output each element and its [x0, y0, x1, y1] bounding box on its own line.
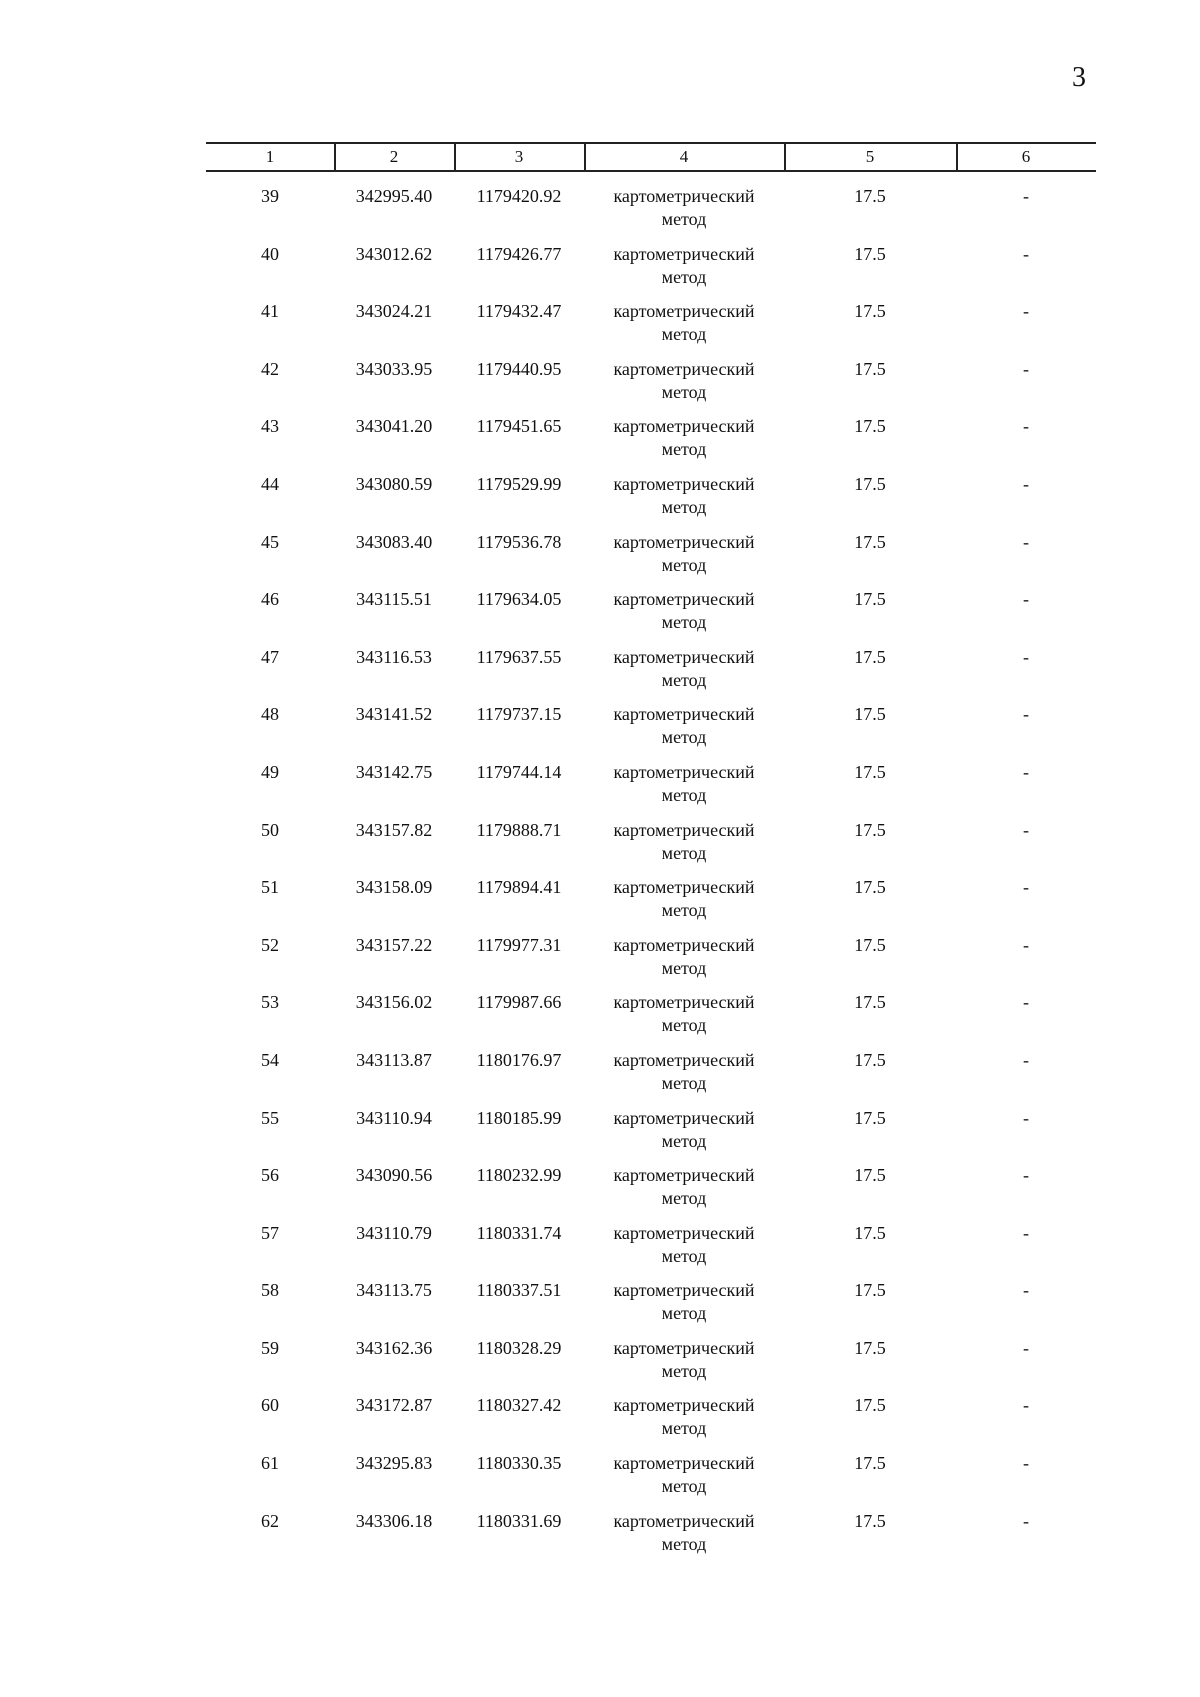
- coordinate-y: 1179737.15: [476, 704, 562, 725]
- note-value: -: [1023, 819, 1029, 840]
- note-value: -: [1023, 1453, 1029, 1474]
- method-line-1: картометрический: [613, 1337, 755, 1358]
- coordinate-x: 343158.09: [355, 877, 433, 898]
- coordinate-x: 342995.40: [355, 186, 433, 206]
- coordinate-x: 343110.94: [356, 1107, 432, 1128]
- coordinate-y: 1179440.95: [476, 358, 562, 379]
- method-line-1: картометрический: [613, 1280, 755, 1301]
- point-number: 55: [261, 1107, 279, 1128]
- method-line-1: картометрический: [613, 761, 755, 782]
- coordinate-y: 1180176.97: [476, 1049, 562, 1070]
- note-value: -: [1023, 243, 1029, 264]
- note-value: -: [1023, 761, 1029, 782]
- coordinate-x: 343024.21: [355, 301, 433, 322]
- point-number: 58: [261, 1280, 279, 1301]
- method-line-2: метод: [661, 784, 707, 805]
- point-number: 44: [261, 473, 279, 494]
- column-header-1: 1: [265, 147, 275, 166]
- table-row: [206, 1222, 1096, 1280]
- method-line-2: метод: [661, 266, 707, 287]
- table-row: [206, 300, 1096, 358]
- column-header-4: 4: [679, 147, 689, 166]
- coordinate-x: 343295.83: [355, 1453, 433, 1474]
- method-cell: [584, 1337, 784, 1383]
- coordinate-x: 343157.22: [355, 934, 433, 955]
- coordinate-y: 1180330.35: [476, 1453, 562, 1474]
- note-value: -: [1023, 1510, 1029, 1531]
- method-cell: [584, 243, 784, 289]
- method-line-2: метод: [661, 900, 707, 921]
- note-value: -: [1023, 416, 1029, 437]
- coordinate-y: 1180185.99: [476, 1107, 562, 1128]
- accuracy-value: 17.5: [854, 819, 886, 840]
- method-cell: [584, 703, 784, 749]
- method-line-2: метод: [661, 1418, 707, 1439]
- table-row: [206, 934, 1096, 992]
- method-cell: [584, 1107, 784, 1153]
- method-line-2: метод: [661, 1476, 707, 1497]
- method-line-1: картометрический: [613, 473, 755, 494]
- method-line-2: метод: [661, 957, 707, 978]
- note-value: -: [1023, 473, 1029, 494]
- point-number: 46: [261, 589, 279, 610]
- table-row: [206, 243, 1096, 301]
- method-cell: [584, 1510, 784, 1556]
- accuracy-value: 17.5: [854, 877, 886, 898]
- table-row: [206, 1107, 1096, 1165]
- point-number: 53: [261, 992, 279, 1013]
- coordinate-x: 343172.87: [355, 1395, 433, 1416]
- table-row: [206, 819, 1096, 877]
- table-row: [206, 646, 1096, 704]
- note-value: -: [1023, 589, 1029, 610]
- coordinate-x: 343116.53: [356, 646, 432, 667]
- accuracy-value: 17.5: [854, 646, 886, 667]
- method-line-1: картометрический: [613, 704, 755, 725]
- accuracy-value: 17.5: [854, 992, 886, 1013]
- method-line-2: метод: [661, 554, 707, 575]
- table-row: [206, 473, 1096, 531]
- method-line-2: метод: [661, 1072, 707, 1093]
- method-line-2: метод: [661, 439, 707, 460]
- method-cell: [584, 300, 784, 346]
- method-cell: [584, 531, 784, 577]
- method-line-1: картометрический: [613, 186, 755, 206]
- coordinate-y: 1179536.78: [476, 531, 562, 552]
- coordinate-y: 1179634.05: [476, 589, 562, 610]
- note-value: -: [1023, 358, 1029, 379]
- point-number: 52: [261, 934, 279, 955]
- column-header-5: 5: [865, 147, 875, 166]
- method-cell: [584, 358, 784, 404]
- method-line-1: картометрический: [613, 1453, 755, 1474]
- method-cell: [584, 876, 784, 922]
- point-number: 57: [261, 1222, 279, 1243]
- method-line-1: картометрический: [613, 531, 755, 552]
- method-cell: [584, 1049, 784, 1095]
- column-header-2: 2: [389, 147, 399, 166]
- method-cell: [584, 588, 784, 634]
- method-line-2: метод: [661, 612, 707, 633]
- coordinate-y: 1180331.69: [476, 1510, 562, 1531]
- point-number: 48: [261, 704, 279, 725]
- accuracy-value: 17.5: [854, 1165, 886, 1186]
- note-value: -: [1023, 877, 1029, 898]
- coordinate-x: 343156.02: [355, 992, 433, 1013]
- note-value: -: [1023, 1222, 1029, 1243]
- coordinate-y: 1180331.74: [476, 1222, 562, 1243]
- method-line-1: картометрический: [613, 416, 755, 437]
- accuracy-value: 17.5: [854, 1395, 886, 1416]
- coordinate-x: 343090.56: [355, 1165, 433, 1186]
- coordinate-x: 343012.62: [355, 243, 433, 264]
- accuracy-value: 17.5: [854, 416, 886, 437]
- method-cell: [584, 646, 784, 692]
- table-row: [206, 1337, 1096, 1395]
- method-line-2: метод: [661, 669, 707, 690]
- table-row: [206, 876, 1096, 934]
- method-line-1: картометрический: [613, 1165, 755, 1186]
- accuracy-value: 17.5: [854, 358, 886, 379]
- coordinate-y: 1180232.99: [476, 1165, 562, 1186]
- note-value: -: [1023, 1280, 1029, 1301]
- coordinate-x: 343083.40: [355, 531, 433, 552]
- note-value: -: [1023, 1165, 1029, 1186]
- note-value: -: [1023, 301, 1029, 322]
- method-line-2: метод: [661, 842, 707, 863]
- table-row: [206, 358, 1096, 416]
- method-cell: [584, 1394, 784, 1440]
- coordinate-x: 343115.51: [356, 589, 432, 610]
- column-header-6: 6: [1021, 147, 1031, 166]
- table-body: [206, 185, 1096, 1567]
- coordinate-y: 1179451.65: [476, 416, 562, 437]
- coordinate-x: 343113.75: [356, 1280, 432, 1301]
- point-number: 42: [261, 358, 279, 379]
- note-value: -: [1023, 1395, 1029, 1416]
- accuracy-value: 17.5: [854, 1337, 886, 1358]
- note-value: -: [1023, 934, 1029, 955]
- coordinate-y: 1179529.99: [476, 473, 562, 494]
- accuracy-value: 17.5: [854, 934, 886, 955]
- accuracy-value: 17.5: [854, 1280, 886, 1301]
- method-line-1: картометрический: [613, 819, 755, 840]
- point-number: 40: [261, 243, 279, 264]
- coordinate-y: 1179987.66: [476, 992, 562, 1013]
- note-value: -: [1023, 186, 1029, 206]
- coordinate-x: 343306.18: [355, 1510, 433, 1531]
- note-value: -: [1023, 531, 1029, 552]
- point-number: 47: [261, 646, 279, 667]
- coordinate-y: 1180327.42: [476, 1395, 562, 1416]
- page-number: 3: [1072, 62, 1086, 93]
- table-row: [206, 1164, 1096, 1222]
- method-line-1: картометрический: [613, 1510, 755, 1531]
- table-row: [206, 1452, 1096, 1510]
- coordinate-x: 343142.75: [355, 761, 433, 782]
- point-number: 54: [261, 1049, 279, 1070]
- coordinate-x: 343141.52: [355, 704, 433, 725]
- coordinate-y: 1179744.14: [476, 761, 562, 782]
- table-row: [206, 1510, 1096, 1568]
- coordinate-x: 343113.87: [356, 1049, 432, 1070]
- point-number: 60: [261, 1395, 279, 1416]
- method-line-1: картометрический: [613, 1049, 755, 1070]
- method-cell: [584, 761, 784, 807]
- accuracy-value: 17.5: [854, 761, 886, 782]
- note-value: -: [1023, 646, 1029, 667]
- accuracy-value: 17.5: [854, 1107, 886, 1128]
- coordinate-y: 1179432.47: [476, 301, 562, 322]
- table-row: [206, 703, 1096, 761]
- coordinate-x: 343080.59: [355, 473, 433, 494]
- note-value: -: [1023, 704, 1029, 725]
- point-number: 45: [261, 531, 279, 552]
- note-value: -: [1023, 1337, 1029, 1358]
- method-line-1: картометрический: [613, 1395, 755, 1416]
- method-line-1: картометрический: [613, 992, 755, 1013]
- point-number: 51: [261, 877, 279, 898]
- method-line-1: картометрический: [613, 1222, 755, 1243]
- point-number: 43: [261, 416, 279, 437]
- table-row: [206, 185, 1096, 243]
- note-value: -: [1023, 1049, 1029, 1070]
- table-header-row: [206, 142, 1096, 172]
- method-line-2: метод: [661, 324, 707, 345]
- method-line-2: метод: [661, 1533, 707, 1554]
- method-line-2: метод: [661, 1188, 707, 1209]
- accuracy-value: 17.5: [854, 1510, 886, 1531]
- table-row: [206, 1394, 1096, 1452]
- table-row: [206, 991, 1096, 1049]
- method-line-2: метод: [661, 1130, 707, 1151]
- table-row: [206, 415, 1096, 473]
- coordinate-y: 1179894.41: [476, 877, 562, 898]
- method-line-1: картометрический: [613, 358, 755, 379]
- point-number: 61: [261, 1453, 279, 1474]
- method-line-1: картометрический: [613, 1107, 755, 1128]
- accuracy-value: 17.5: [854, 301, 886, 322]
- method-cell: [584, 934, 784, 980]
- method-cell: [584, 473, 784, 519]
- coordinate-y: 1180337.51: [476, 1280, 562, 1301]
- method-line-1: картометрический: [613, 934, 755, 955]
- coordinate-x: 343041.20: [355, 416, 433, 437]
- accuracy-value: 17.5: [854, 531, 886, 552]
- method-cell: [584, 415, 784, 461]
- coordinate-y: 1179637.55: [476, 646, 562, 667]
- method-line-1: картометрический: [613, 301, 755, 322]
- accuracy-value: 17.5: [854, 243, 886, 264]
- method-line-2: метод: [661, 1015, 707, 1036]
- coordinate-y: 1179977.31: [476, 934, 562, 955]
- point-number: 56: [261, 1165, 279, 1186]
- point-number: 41: [261, 301, 279, 322]
- coordinate-x: 343033.95: [355, 358, 433, 379]
- method-line-2: метод: [661, 727, 707, 748]
- table-row: [206, 1049, 1096, 1107]
- coordinate-x: 343157.82: [355, 819, 433, 840]
- note-value: -: [1023, 1107, 1029, 1128]
- method-line-1: картометрический: [613, 646, 755, 667]
- note-value: -: [1023, 992, 1029, 1013]
- method-line-2: метод: [661, 1360, 707, 1381]
- accuracy-value: 17.5: [854, 589, 886, 610]
- accuracy-value: 17.5: [854, 186, 886, 206]
- method-line-2: метод: [661, 496, 707, 517]
- accuracy-value: 17.5: [854, 473, 886, 494]
- accuracy-value: 17.5: [854, 1453, 886, 1474]
- method-line-1: картометрический: [613, 877, 755, 898]
- method-cell: [584, 1222, 784, 1268]
- coordinate-x: 343162.36: [355, 1337, 433, 1358]
- accuracy-value: 17.5: [854, 704, 886, 725]
- method-line-1: картометрический: [613, 589, 755, 610]
- coordinate-x: 343110.79: [356, 1222, 432, 1243]
- coordinate-y: 1180328.29: [476, 1337, 562, 1358]
- method-cell: [584, 991, 784, 1037]
- method-cell: [584, 1452, 784, 1498]
- method-cell: [584, 819, 784, 865]
- method-line-2: метод: [661, 209, 707, 229]
- table-row: [206, 761, 1096, 819]
- point-number: 59: [261, 1337, 279, 1358]
- point-number: 50: [261, 819, 279, 840]
- method-line-2: метод: [661, 1245, 707, 1266]
- point-number: 49: [261, 761, 279, 782]
- table-row: [206, 531, 1096, 589]
- method-line-2: метод: [661, 1303, 707, 1324]
- coordinate-y: 1179426.77: [476, 243, 562, 264]
- point-number: 39: [261, 186, 279, 206]
- coordinate-y: 1179888.71: [476, 819, 562, 840]
- table-row: [206, 1279, 1096, 1337]
- coordinate-y: 1179420.92: [476, 186, 562, 206]
- method-cell: [584, 185, 784, 231]
- method-line-2: метод: [661, 381, 707, 402]
- accuracy-value: 17.5: [854, 1049, 886, 1070]
- point-number: 62: [261, 1510, 279, 1531]
- method-line-1: картометрический: [613, 243, 755, 264]
- column-header-3: 3: [514, 147, 524, 166]
- accuracy-value: 17.5: [854, 1222, 886, 1243]
- table-row: [206, 588, 1096, 646]
- method-cell: [584, 1279, 784, 1325]
- method-cell: [584, 1164, 784, 1210]
